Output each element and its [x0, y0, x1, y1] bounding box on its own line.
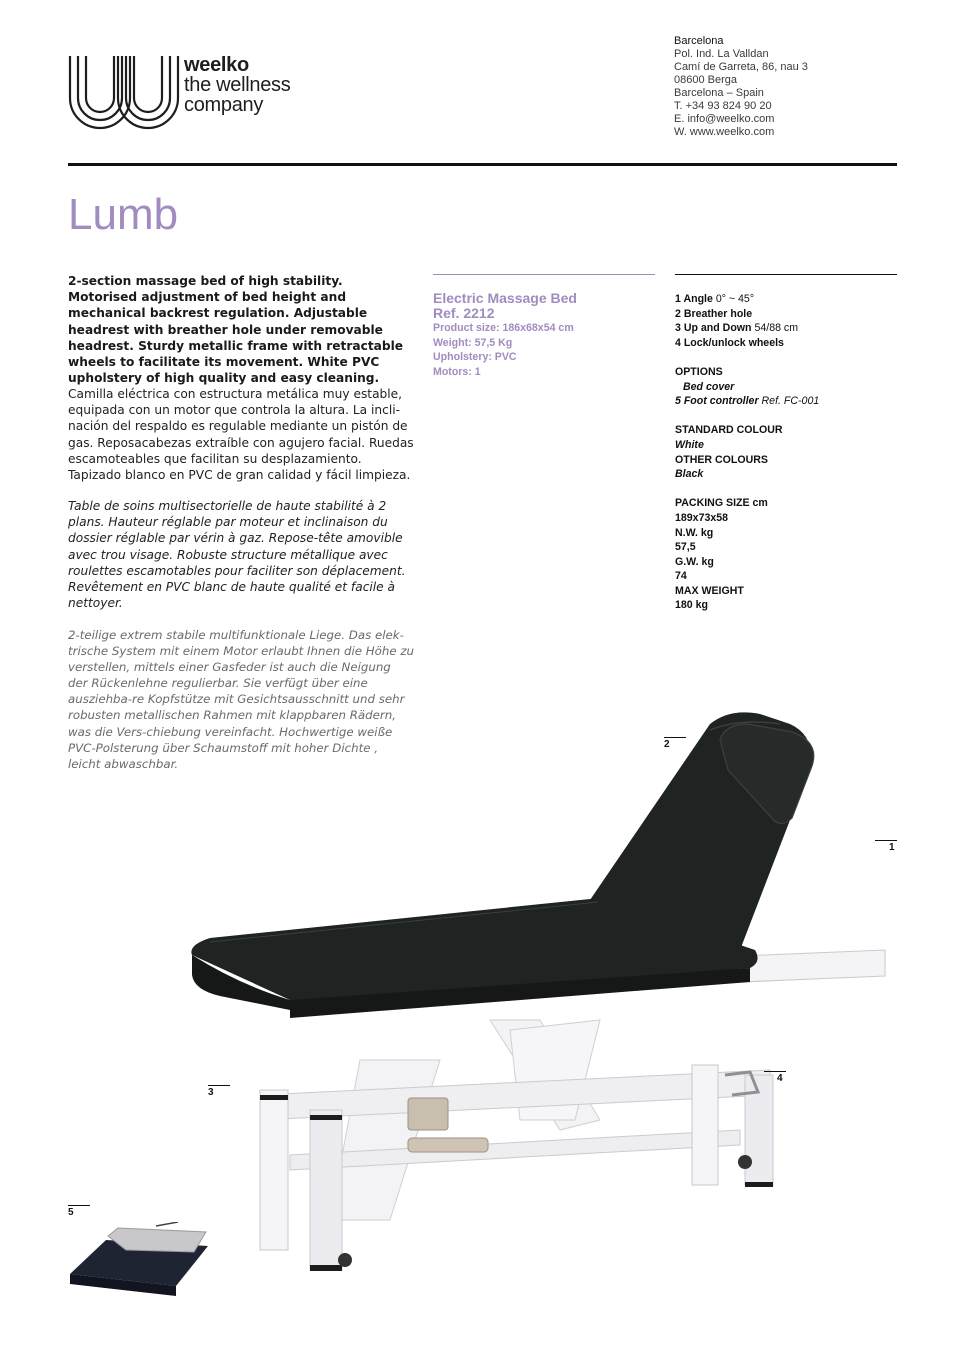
- foot-controller-image: [66, 1222, 216, 1298]
- product-spec: Motors: 1: [433, 365, 481, 378]
- feature-item: 2 Breather hole: [675, 307, 753, 320]
- gross-weight-label: G.W. kg: [675, 555, 714, 568]
- company-address: [674, 35, 808, 139]
- address-city: Barcelona: [674, 35, 724, 47]
- packing-heading: PACKING SIZE cm: [675, 497, 768, 510]
- max-weight-value: 180 kg: [675, 599, 708, 612]
- option-item: 5 Foot controller Ref. FC-001: [675, 395, 820, 408]
- net-weight-value: 57,5: [675, 541, 696, 554]
- other-colours-heading: OTHER COLOURS: [675, 453, 768, 466]
- max-weight-label: MAX WEIGHT: [675, 584, 744, 597]
- product-spec: Weight: 57,5 Kg: [433, 336, 513, 349]
- header-divider: [68, 163, 897, 166]
- weelko-logo-icon: [68, 54, 182, 134]
- product-spec: Product size: 186x68x54 cm: [433, 322, 574, 334]
- option-item: Bed cover: [683, 380, 735, 393]
- description-english: 2-section massage bed of high stability. Motorised adjustment of bed height and mechanical backrest regulation. Adjustable headrest with breather hole under removable headrest. Sturdy metallic frame with retractable wheels to facilitate its movement. White PVC upholstery of high quality and easy cleaning.: [68, 274, 404, 386]
- feature-item: 1 Angle 0° ~ 45°: [675, 293, 755, 305]
- address-line: 08600 Berga: [674, 74, 737, 86]
- address-line: Pol. Ind. La Valldan: [674, 48, 769, 60]
- address-line: Camí de Garreta, 86, nau 3: [674, 61, 808, 73]
- product-name: Electric Massage Bed: [433, 290, 577, 306]
- brand-line-1: weelko: [184, 54, 249, 76]
- brand-name: [184, 55, 290, 115]
- product-spec: Upholstery: PVC: [433, 351, 517, 363]
- address-web: W. www.weelko.com: [674, 126, 775, 138]
- product-ref: Ref. 2212: [433, 305, 495, 321]
- net-weight-label: N.W. kg: [675, 526, 714, 539]
- gross-weight-value: 74: [675, 570, 687, 583]
- description-spanish: Camilla eléctrica con estructura metálica muy estable, equipada con un motor que controla la altura. La incli-nación del respaldo es regulable mediante un pistón de gas. Reposacabezas extraíble con agujero facial. Ruedas escamoteables que facilitan su desplazamiento. Tapizado blanco en PVC de gran calidad y fácil limpieza.: [68, 387, 414, 483]
- standard-colour-value: White: [675, 438, 704, 451]
- address-phone: T. +34 93 824 90 20: [674, 100, 772, 112]
- features-list: [675, 292, 819, 613]
- options-heading: OPTIONS: [675, 365, 723, 378]
- address-email: E. info@weelko.com: [674, 113, 775, 125]
- product-divider: [433, 274, 655, 275]
- feature-item: 3 Up and Down 54/88 cm: [675, 322, 799, 335]
- brand-line-2: the wellness: [184, 74, 291, 96]
- page-title: Lumb: [68, 190, 179, 239]
- other-colours-value: Black: [675, 468, 704, 481]
- address-line: Barcelona – Spain: [674, 87, 764, 99]
- packing-size: 189x73x58: [675, 511, 729, 524]
- product-info: [433, 291, 577, 379]
- standard-colour-heading: STANDARD COLOUR: [675, 424, 783, 437]
- massage-bed-image: [180, 700, 920, 1280]
- features-divider: [675, 274, 897, 275]
- feature-item: 4 Lock/unlock wheels: [675, 336, 784, 349]
- description-german: 2-teilige extrem stabile multifunktionale Liege. Das elek-trische System mit einem Motor erlaubt Ihnen die Höhe zu verstellen, mittels einer Gasfeder ist auch die Neigung der Rückenlehne regulierbar. Sie verfügt über eine ausziehba-re Kopfstütze mit Gesichtsausschnitt und sehr robusten metallischen Rahmen mit klappbaren Rädern, was die Vers-chiebung vereinfacht. Hochwertige weiße PVC-Polsterung über Schaumstoff mit hoher Dichte , leicht abwaschbar.: [68, 628, 414, 771]
- description-french: Table de soins multisectorielle de haute stabilité à 2 plans. Hauteur réglable par moteur et inclinaison du dossier réglable par vérin à gaz. Repose-tête amovible avec trou visage. Robuste structure métallique avec roulettes escamotables pour faciliter son déplacement. Revêtement en PVC blanc de haute qualité et facile à nettoyer.: [68, 499, 406, 611]
- brand-line-3: company: [184, 94, 264, 116]
